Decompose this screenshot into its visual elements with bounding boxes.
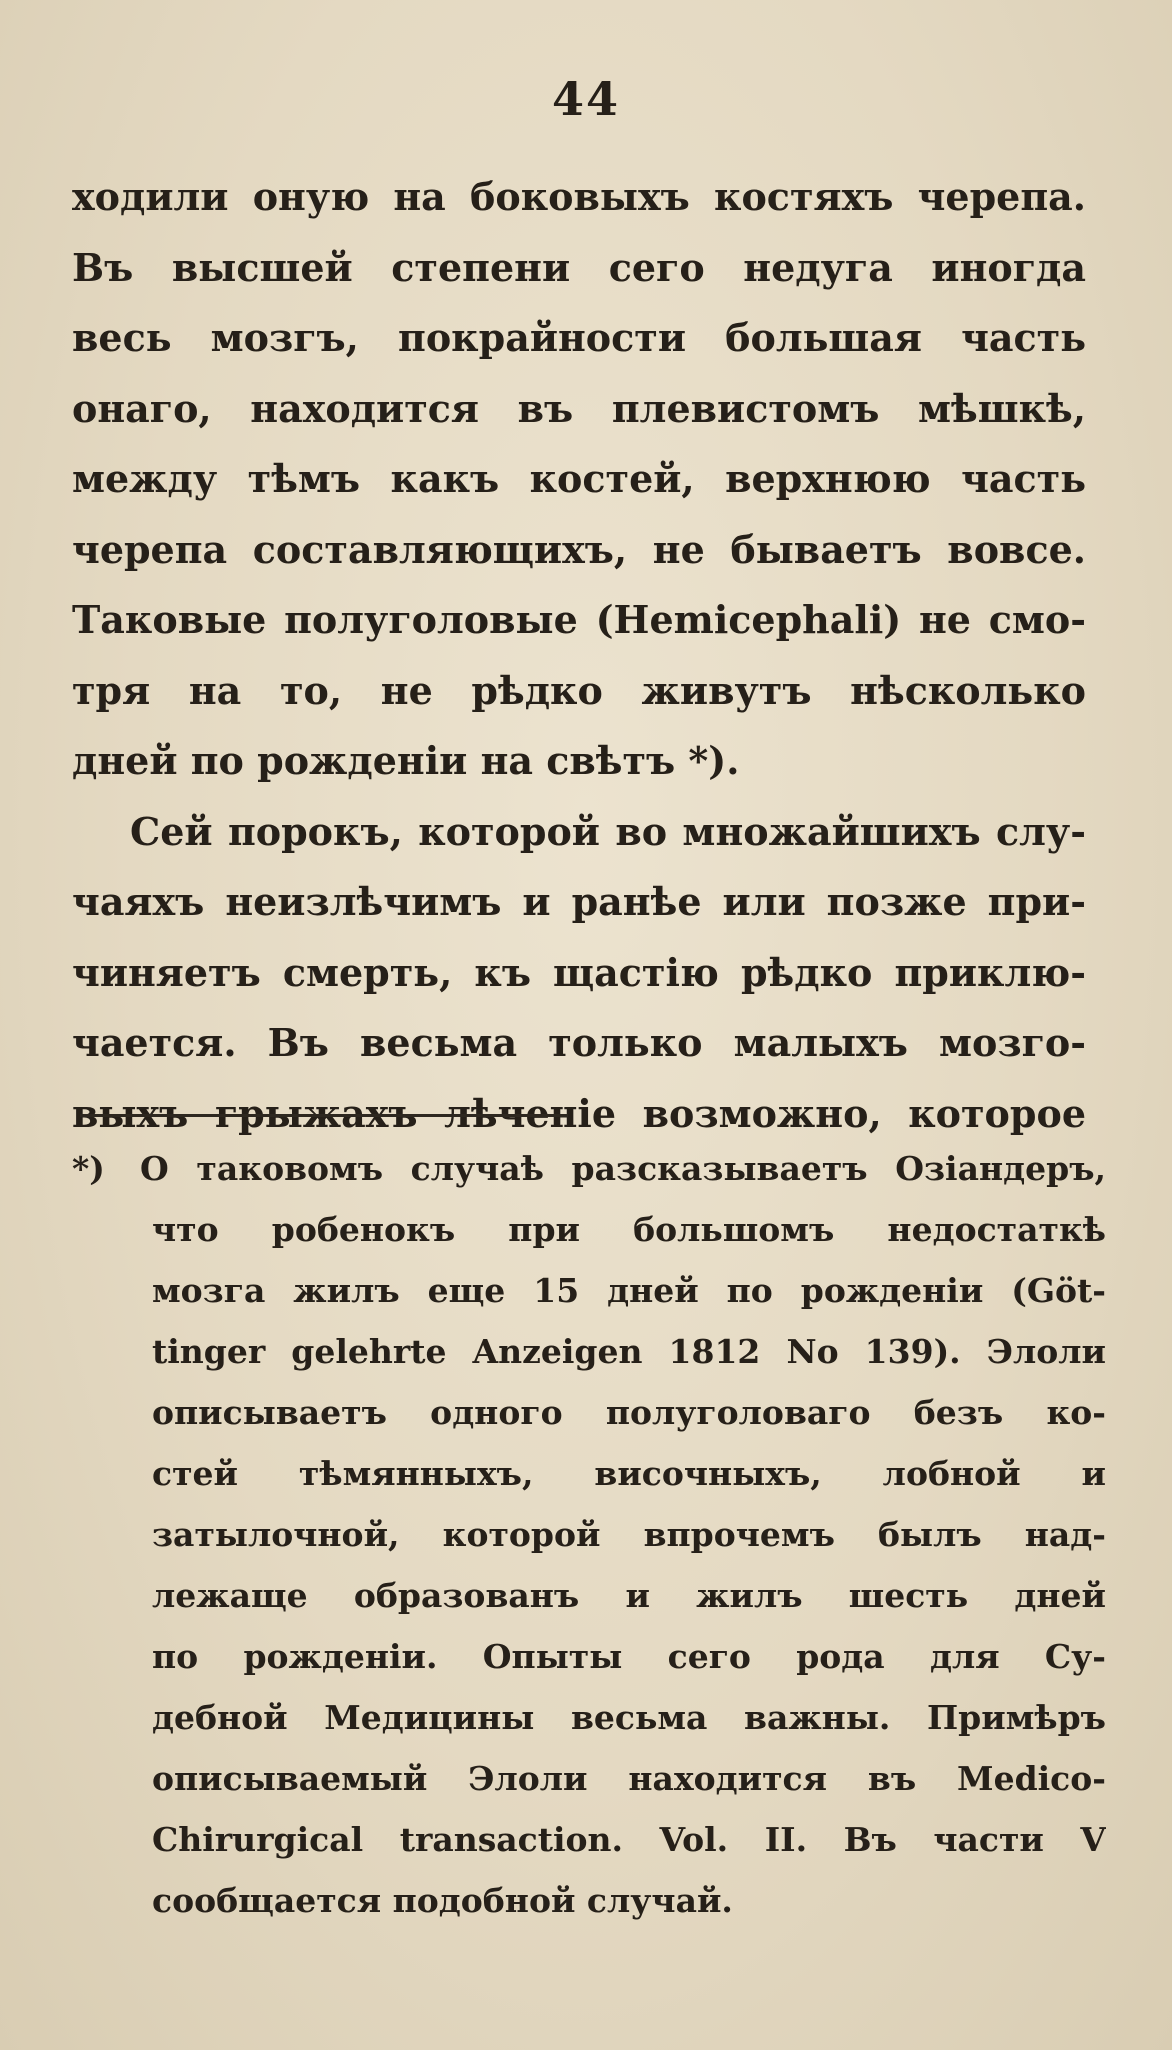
text-line: чаяхъ неизлѣчимъ и ранѣе или позже при- <box>72 879 1086 924</box>
page-number: 44 <box>551 72 620 126</box>
text-line: ходили оную на боковыхъ костяхъ черепа. <box>72 174 1086 219</box>
text-line: чается. Въ весьма только малыхъ мозго- <box>72 1020 1086 1065</box>
text-line: тря на то, не рѣдко живутъ нѣсколько <box>72 667 1086 713</box>
footnote <box>72 1138 1106 1931</box>
text-line: Таковые полуголовые (Hemicephali) не смо- <box>72 597 1086 642</box>
footnote-first-line <box>72 1138 1106 1199</box>
text-line: чиняетъ смерть, къ щастію рѣдко приклю- <box>72 949 1086 995</box>
text-line: между тѣмъ какъ костей, верхнюю часть <box>72 456 1086 501</box>
text-line: Въ высшей степени сего недуга иногда <box>72 244 1086 290</box>
text-line: весь мозгъ, покрайности большая часть <box>72 315 1086 360</box>
footnote-line: сообщается подобной случай. <box>152 1881 733 1920</box>
footnote-line: что робенокъ при большомъ недостаткѣ <box>152 1210 1106 1249</box>
main-text <box>72 162 1086 1149</box>
footnote-line: описываемый Элоли находится въ Medico- <box>152 1759 1106 1798</box>
footnote-line: лежаще образованъ и жилъ шесть дней <box>152 1576 1106 1615</box>
footnote-first-line-text: О таковомъ случаѣ разсказываетъ Озіандеръ, <box>140 1149 1106 1188</box>
footnote-marker: *) <box>72 1149 105 1188</box>
footnote-line: tinger gelehrte Anzeigen 1812 No 139). Элоли <box>152 1332 1106 1371</box>
footnote-separator <box>80 1114 568 1117</box>
text-line: онаго, находится въ плевистомъ мѣшкѣ, <box>72 385 1086 431</box>
text-line: черепа составляющихъ, не бываетъ вовсе. <box>72 526 1086 572</box>
footnote-line: затылочной, которой впрочемъ былъ над- <box>152 1515 1106 1554</box>
footnote-line: описываетъ одного полуголоваго безъ ко- <box>152 1393 1106 1432</box>
footnote-line: по рожденіи. Опыты сего рода для Су- <box>152 1637 1106 1676</box>
footnote-line: стей тѣмянныхъ, височныхъ, лобной и <box>152 1454 1106 1493</box>
text-line: дней по рожденіи на свѣтъ *). <box>72 738 740 783</box>
footnote-line: дебной Медицины весьма важны. Примѣръ <box>152 1698 1106 1737</box>
text-line: выхъ грыжахъ лѣченіе возможно, которое <box>72 1090 1086 1136</box>
paragraph-first-line: Сей порокъ, которой во множайшихъ слу- <box>130 808 1086 854</box>
footnote-line: Chirurgical transaction. Vol. II. Въ части V <box>152 1820 1106 1859</box>
footnote-line: мозга жилъ еще 15 дней по рожденіи (Göt- <box>152 1271 1106 1310</box>
